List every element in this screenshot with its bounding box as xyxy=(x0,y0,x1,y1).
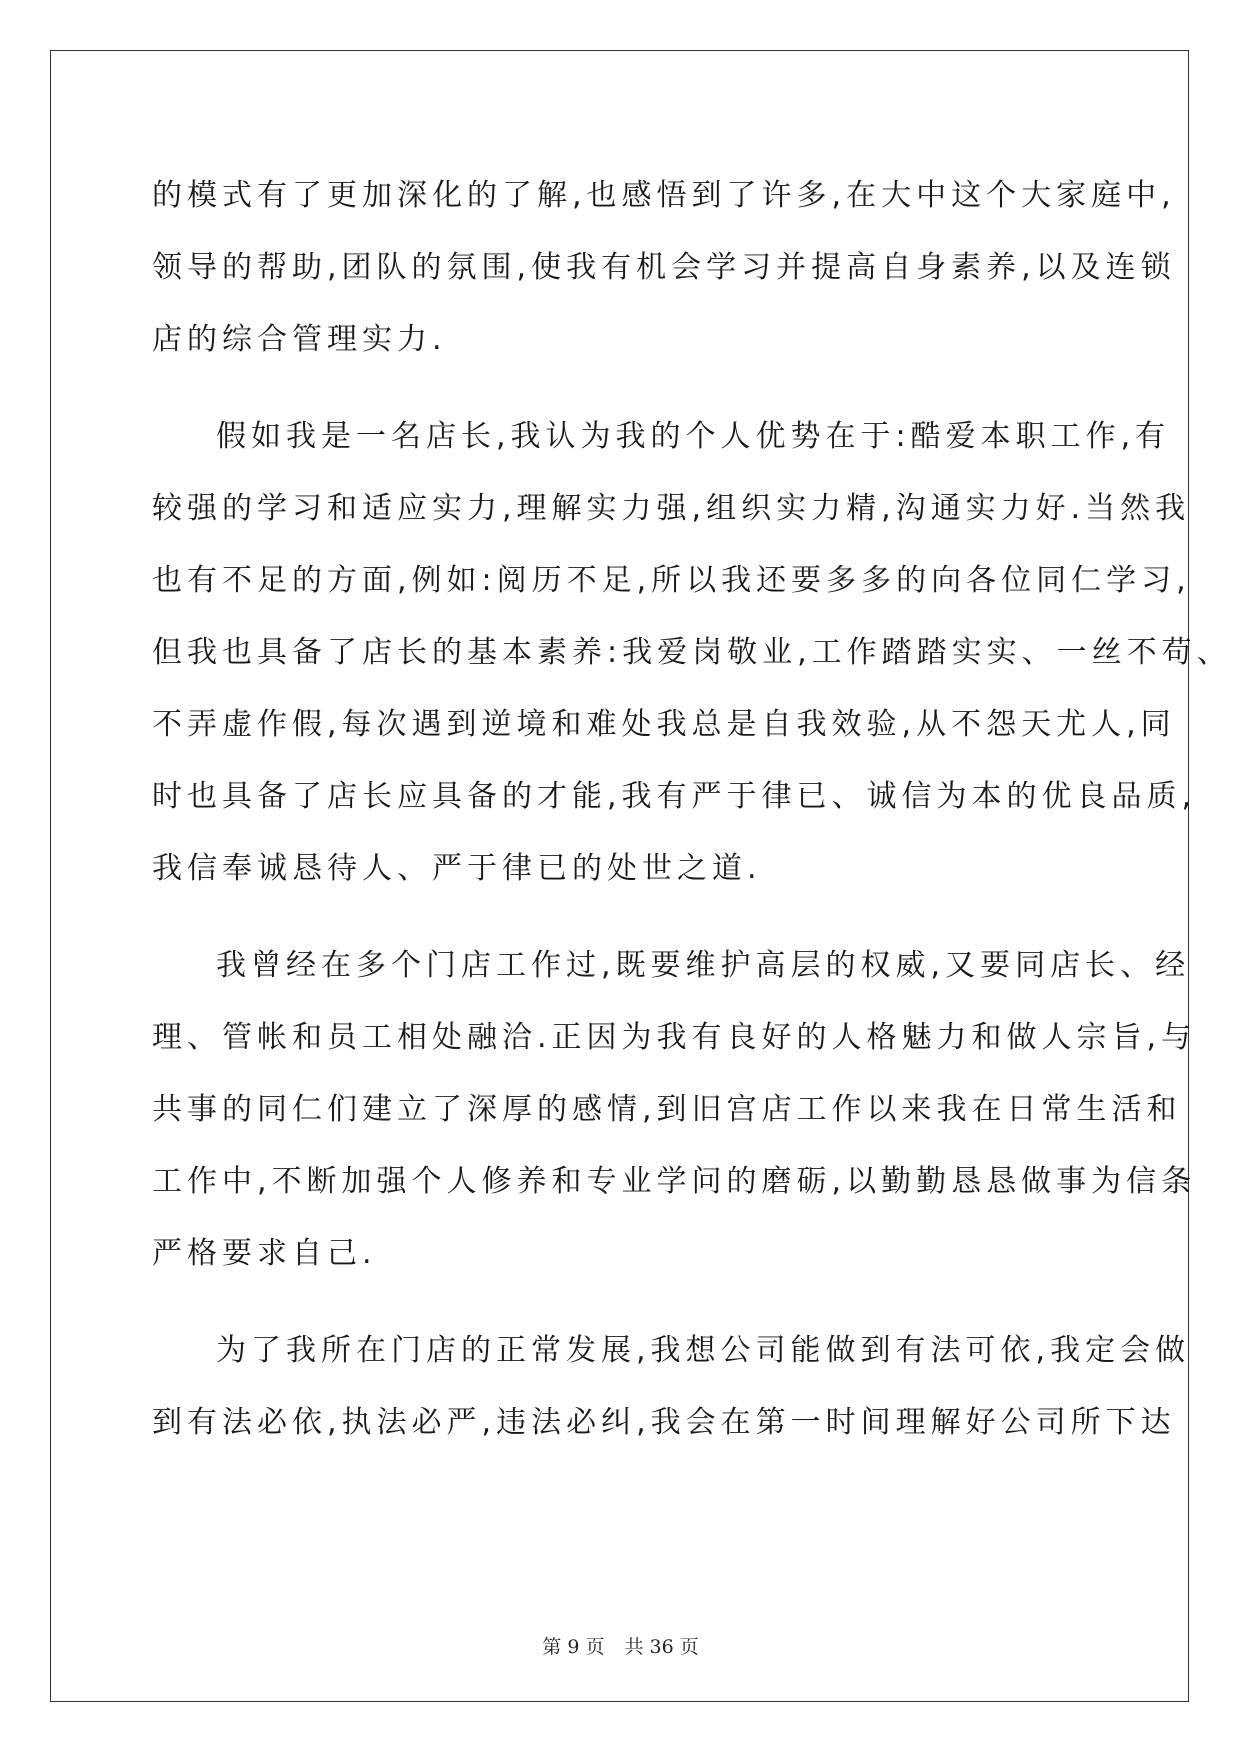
page-total: 共 36 页 xyxy=(624,1636,699,1658)
page-footer xyxy=(0,1632,1241,1659)
text-line: 也有不足的方面,例如:阅历不足,所以我还要多多的向各位同仁学习, xyxy=(152,563,1191,598)
text-line: 工作中,不断加强个人修养和专业学问的磨砺,以勤勤恳恳做事为信条 xyxy=(152,1164,1197,1199)
document-body xyxy=(152,160,1232,1459)
text-line: 较强的学习和适应实力,理解实力强,组织实力精,沟通实力好.当然我 xyxy=(152,491,1191,526)
text-line: 领导的帮助,团队的氛围,使我有机会学习并提高自身素养,以及连锁 xyxy=(152,250,1176,285)
text-line: 共事的同仁们建立了深厚的感情,到旧宫店工作以来我在日常生活和 xyxy=(152,1092,1182,1127)
text-line: 的模式有了更加深化的了解,也感悟到了许多,在大中这个大家庭中, xyxy=(152,178,1176,213)
paragraph-first-line: 假如我是一名店长,我认为我的个人优势在于:酷爱本职工作,有 xyxy=(216,419,1171,454)
text-line: 到有法必依,执法必严,违法必纠,我会在第一时间理解好公司所下达 xyxy=(152,1405,1176,1440)
text-line: 严格要求自己. xyxy=(152,1236,377,1271)
text-line: 店的综合管理实力. xyxy=(152,322,447,357)
text-line: 时也具备了店长应具备的才能,我有严于律已、诚信为本的优良品质, xyxy=(152,779,1197,814)
text-line: 我信奉诚恳待人、严于律已的处世之道. xyxy=(152,851,762,886)
text-line: 理、管帐和员工相处融洽.正因为我有良好的人格魅力和做人宗旨,与 xyxy=(152,1020,1197,1055)
paragraph-first-line: 我曾经在多个门店工作过,既要维护高层的权威,又要同店长、经 xyxy=(216,948,1191,983)
text-line: 但我也具备了店长的基本素养:我爱岗敬业,工作踏踏实实、一丝不苟、 xyxy=(152,635,1232,670)
text-line: 不弄虚作假,每次遇到逆境和难处我总是自我效验,从不怨天尤人,同 xyxy=(152,707,1176,742)
paragraph-first-line: 为了我所在门店的正常发展,我想公司能做到有法可依,我定会做 xyxy=(216,1333,1191,1368)
page-number: 第 9 页 xyxy=(542,1636,605,1658)
